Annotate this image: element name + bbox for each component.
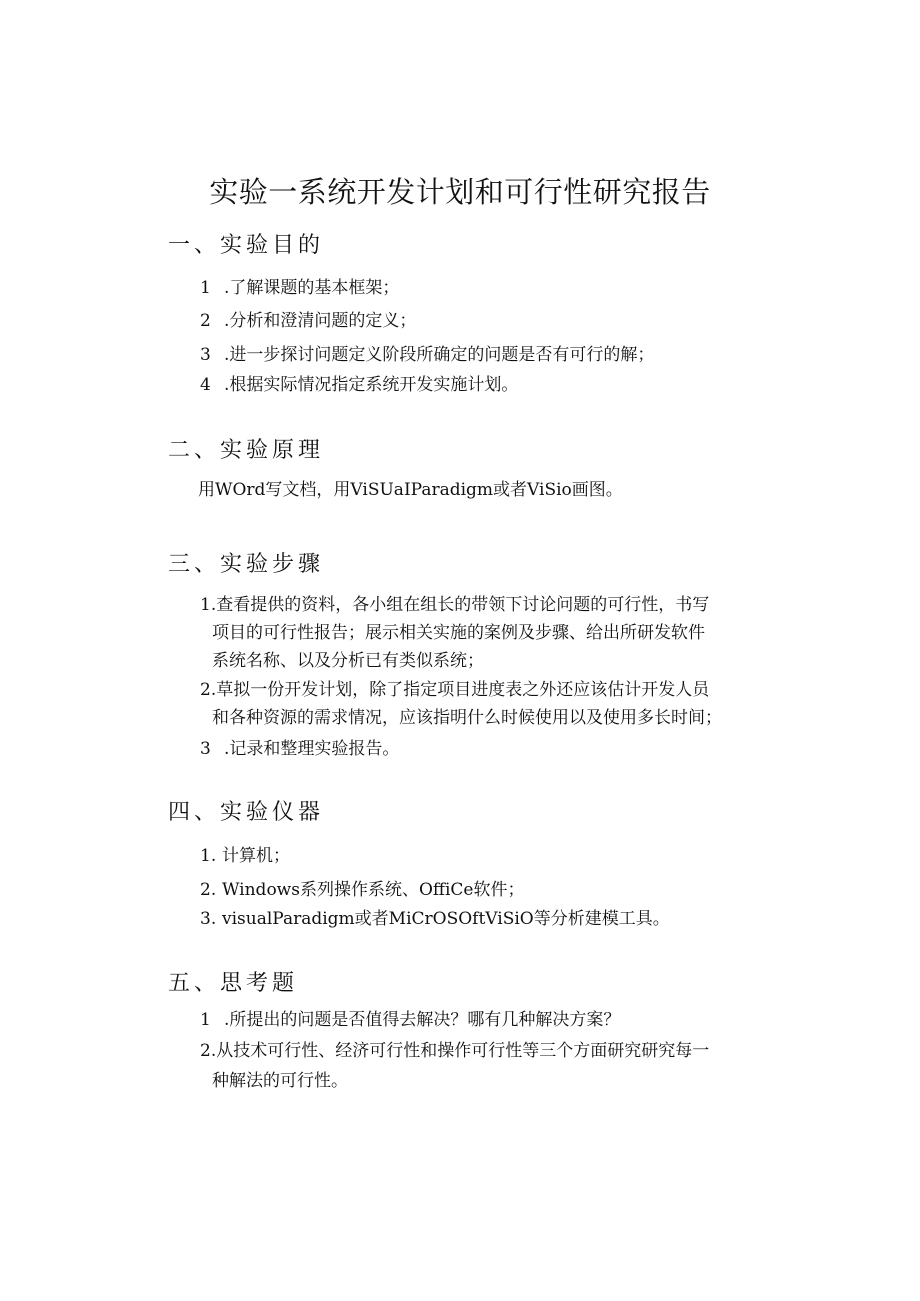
item-number: 2 <box>200 311 211 331</box>
item-text: .进一步探讨问题定义阶段所确定的问题是否有可行的解； <box>224 345 655 365</box>
item-text: .记录和整理实验报告。 <box>224 739 400 759</box>
item-number: 1 <box>200 1010 211 1030</box>
list-item <box>200 841 290 866</box>
section-heading-instruments: 四、实验仪器 <box>168 800 325 825</box>
section-heading-steps: 三、实验步骤 <box>168 552 325 577</box>
item-text: .根据实际情况指定系统开发实施计划。 <box>224 375 519 395</box>
section-heading-questions: 五、思考题 <box>168 971 299 996</box>
list-item <box>200 370 518 395</box>
item-number: 4 <box>200 375 211 395</box>
list-item-line: 1.查看提供的资料，各小组在组长的带领下讨论问题的可行性，书写 <box>200 595 710 615</box>
item-text: Windows系列操作系统、OffiCe软件； <box>222 880 525 900</box>
list-item-line: 2.从技术可行性、经济可行性和操作可行性等三个方面研究研究每一 <box>200 1041 710 1061</box>
item-text: .分析和澄清问题的定义； <box>224 311 417 331</box>
item-number: 2. <box>200 880 217 900</box>
list-item <box>200 904 670 929</box>
item-text: visualParadigm或者MiCrOSOftViSiO等分析建模工具。 <box>222 909 670 929</box>
item-number: 3 <box>200 739 211 759</box>
list-item-line: 种解法的可行性。 <box>212 1071 348 1091</box>
section-heading-purpose: 一、实验目的 <box>168 233 325 258</box>
item-number: 3. <box>200 909 217 929</box>
document-title: 实验一系统开发计划和可行性研究报告 <box>209 175 711 209</box>
list-item <box>200 273 399 298</box>
section-paragraph: 用WOrd写文档，用ViSUaIParadigm或者ViSio画图。 <box>198 480 623 500</box>
list-item-line: 系统名称、以及分析已有类似系统； <box>212 651 484 671</box>
list-item <box>200 1005 620 1030</box>
list-item <box>200 340 654 365</box>
list-item <box>200 734 399 759</box>
list-item <box>200 875 524 900</box>
item-number: 1. <box>200 846 217 866</box>
list-item-line: 和各种资源的需求情况，应该指明什么时候使用以及使用多长时间； <box>212 708 722 728</box>
list-item <box>200 306 416 331</box>
item-text: .所提出的问题是否值得去解决？哪有几种解决方案？ <box>224 1010 621 1030</box>
item-text: 计算机； <box>222 846 290 866</box>
item-number: 3 <box>200 345 211 365</box>
list-item-line: 项目的可行性报告；展示相关实施的案例及步骤、给出所研发软件 <box>212 623 705 643</box>
item-number: 1 <box>200 278 211 298</box>
list-item-line: 2.草拟一份开发计划，除了指定项目进度表之外还应该估计开发人员 <box>200 680 710 700</box>
item-text: .了解课题的基本框架； <box>224 278 400 298</box>
section-heading-principle: 二、实验原理 <box>168 438 325 463</box>
